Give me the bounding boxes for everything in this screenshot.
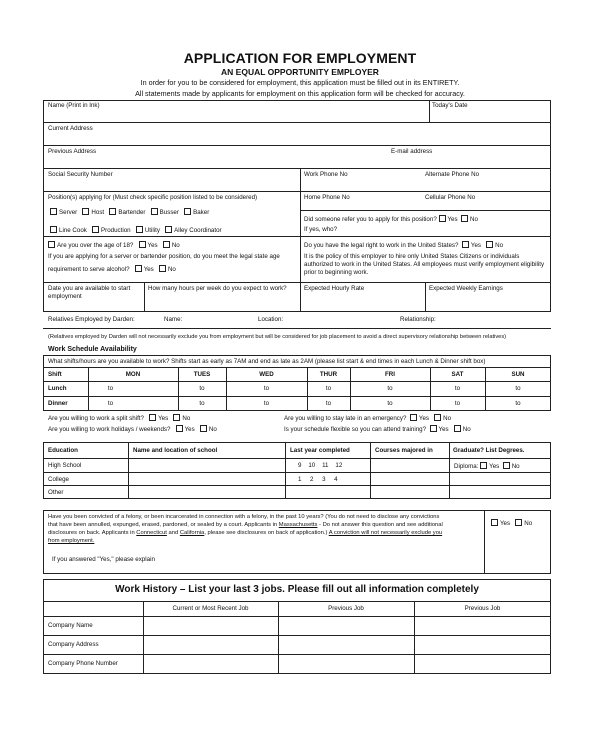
lunch-wed-cell[interactable]: to	[263, 385, 270, 392]
intro-line-1: In order for you to be considered for employment, this application must be filled out in its ENTIRETY.	[140, 78, 460, 87]
legal-no-checkbox[interactable]	[486, 241, 493, 248]
relative-location-field[interactable]: Location:	[258, 316, 284, 323]
position-checkbox[interactable]	[136, 226, 143, 233]
referral-who-field[interactable]: If yes, who?	[304, 226, 338, 233]
dinner-wed-cell[interactable]: to	[263, 400, 270, 407]
legal-note-3: prior to beginning work.	[304, 269, 369, 276]
edu-row-college: College	[48, 476, 69, 483]
felony-line-4: from employment.	[48, 538, 95, 544]
dinner-row-label: Dinner	[48, 400, 68, 407]
day-header-fri: FRI	[385, 371, 395, 378]
lunch-row-label: Lunch	[48, 385, 67, 392]
position-checkbox[interactable]	[50, 226, 57, 233]
relative-name-field[interactable]: Name:	[164, 316, 183, 323]
dinner-sat-cell[interactable]: to	[454, 400, 461, 407]
felony-answer: Yes No	[491, 519, 532, 528]
felony-yes-checkbox[interactable]	[491, 519, 498, 526]
ssn-field[interactable]: Social Security Number	[48, 171, 113, 178]
hours-per-week-field[interactable]: How many hours per week do you expect to work?	[148, 285, 287, 292]
referral-yes-checkbox[interactable]	[439, 215, 446, 222]
split-yes-checkbox[interactable]	[149, 414, 156, 421]
diploma-no-checkbox[interactable]	[503, 462, 510, 469]
dinner-sun-cell[interactable]: to	[515, 400, 521, 407]
company-phone-row: Company Phone Number	[48, 660, 118, 667]
referral-no-checkbox[interactable]	[461, 215, 468, 222]
schedule-instructions: What shifts/hours are you available to work? Shifts start as early as 7AM and end as late as 2AM (please list start & end times in each Lunch & Dinner shift box)	[48, 358, 486, 365]
today-date-field[interactable]: Today's Date	[432, 102, 468, 109]
positions-row-2: Line Cook Production Utility Alley Coordinator	[50, 226, 222, 235]
email-field[interactable]: E-mail address	[391, 148, 433, 155]
edu-row-high-school: High School	[48, 462, 82, 469]
job-header-current: Current or Most Recent Job	[172, 605, 249, 612]
day-header-thur: THUR	[319, 371, 338, 378]
referral-question: Did someone refer you to apply for this position? Yes No	[304, 216, 478, 223]
form-title: APPLICATION FOR EMPLOYMENT	[183, 50, 417, 66]
edu-header-courses: Courses majored in	[375, 447, 433, 454]
position-checkbox[interactable]	[184, 208, 191, 215]
dinner-thur-cell[interactable]: to	[325, 400, 332, 407]
holidays-question: Are you willing to work holidays / weekends? Yes No	[48, 426, 217, 433]
lunch-sat-cell[interactable]: to	[454, 385, 461, 392]
emergency-question: Are you willing to stay late in an emergency? Yes No	[284, 415, 452, 422]
edu-header-year: Last year completed	[290, 447, 350, 454]
position-checkbox[interactable]	[50, 208, 57, 215]
age-yes-checkbox[interactable]	[139, 241, 146, 248]
home-phone-field[interactable]: Home Phone No	[304, 194, 350, 201]
felony-explain-field[interactable]: If you answered "Yes," please explain	[52, 556, 155, 563]
legal-work-question: Do you have the legal right to work in the United States? Yes No	[304, 242, 504, 249]
alcohol-question-line-1: If you are applying for a server or bartender position, do you meet the legal state age	[48, 253, 280, 260]
alt-phone-field[interactable]: Alternate Phone No	[425, 171, 480, 178]
weekly-earnings-field[interactable]: Expected Weekly Earnings	[429, 285, 503, 292]
position-checkbox[interactable]	[165, 226, 172, 233]
legal-yes-checkbox[interactable]	[462, 241, 469, 248]
position-checkbox[interactable]	[82, 208, 89, 215]
holidays-no-checkbox[interactable]	[200, 425, 207, 432]
work-history-title: Work History – List your last 3 jobs. Please fill out all information completely	[115, 584, 479, 595]
day-header-mon: MON	[125, 371, 141, 378]
day-header-sat: SAT	[451, 371, 464, 378]
day-header-wed: WED	[259, 371, 274, 378]
position-checkbox[interactable]	[109, 208, 116, 215]
diploma-yes-checkbox[interactable]	[480, 462, 487, 469]
schedule-title: Work Schedule Availability	[48, 346, 137, 353]
work-phone-field[interactable]: Work Phone No	[304, 171, 348, 178]
dinner-mon-cell[interactable]: to	[107, 400, 114, 407]
relatives-label: Relatives Employed by Darden:	[48, 316, 135, 323]
dinner-fri-cell[interactable]: to	[387, 400, 393, 407]
felony-no-checkbox[interactable]	[515, 519, 522, 526]
alcohol-no-checkbox[interactable]	[159, 265, 166, 272]
hs-year-options[interactable]: 9 10 11 12	[298, 462, 343, 469]
age-no-checkbox[interactable]	[163, 241, 170, 248]
hourly-rate-field[interactable]: Expected Hourly Rate	[304, 285, 365, 292]
positions-row-1: Server Host Bartender Busser Baker	[50, 208, 209, 217]
form-subtitle: AN EQUAL OPPORTUNITY EMPLOYER	[221, 67, 379, 77]
training-question: Is your schedule flexible so you can attend training? Yes No	[284, 426, 471, 433]
emergency-yes-checkbox[interactable]	[410, 414, 417, 421]
shift-corner-label: Shift	[48, 371, 62, 378]
lunch-sun-cell[interactable]: to	[515, 385, 521, 392]
felony-line-1: Have you been convicted of a felony, or been incarcerated in connection with a felony, in the past 10 years? (You do not need to disclose any convictions	[48, 514, 440, 520]
edu-header-education: Education	[48, 447, 78, 454]
holidays-yes-checkbox[interactable]	[176, 425, 183, 432]
company-name-row: Company Name	[48, 622, 93, 629]
job-header-previous-1: Previous Job	[328, 605, 364, 612]
company-address-row: Company Address	[48, 641, 99, 648]
split-no-checkbox[interactable]	[173, 414, 180, 421]
diploma-question: Diploma: Yes No	[454, 463, 520, 470]
position-checkbox[interactable]	[92, 226, 99, 233]
name-field[interactable]: Name (Print in Ink)	[48, 102, 100, 109]
personal-info-box	[43, 100, 551, 312]
lunch-thur-cell[interactable]: to	[325, 385, 332, 392]
legal-note-1: It is the policy of this employer to hire only United States Citizens or individuals	[304, 253, 520, 260]
emergency-no-checkbox[interactable]	[434, 414, 441, 421]
job-header-previous-2: Previous Job	[464, 605, 501, 612]
positions-label: Position(s) applying for (Must check specific position listed to be considered)	[48, 194, 258, 201]
age-checkbox[interactable]	[48, 241, 55, 248]
college-year-options[interactable]: 1 2 3 4	[298, 476, 338, 483]
lunch-fri-cell[interactable]: to	[387, 385, 393, 392]
felony-line-3: disclosures on back. Applicants in Connecticut and California, please see disclosures on back of application.) A conviction will not necessarily exclude you	[48, 530, 443, 536]
felony-line-2: that have been annulled, expunged, erased, pardoned, or sealed by a court. Applicants in Massachusetts - Do not answer this question and see additional	[48, 522, 443, 528]
previous-address-field[interactable]: Previous Address	[48, 148, 97, 155]
cell-phone-field[interactable]: Cellular Phone No	[425, 194, 476, 201]
edu-row-other: Other	[48, 489, 64, 496]
split-shift-question: Are you willing to work a split shift? Yes No	[48, 415, 191, 422]
alcohol-question-line-2: requirement to serve alcohol? Yes No	[48, 266, 176, 273]
alcohol-yes-checkbox[interactable]	[135, 265, 142, 272]
dinner-tues-cell[interactable]: to	[199, 400, 205, 407]
relative-relationship-field[interactable]: Relationship:	[400, 316, 436, 323]
legal-note-2: authorized to work in the United States. All employees must verify employment eligibility	[304, 261, 545, 268]
start-date-field[interactable]: Date you are available to start employment	[48, 285, 131, 300]
position-checkbox[interactable]	[151, 208, 158, 215]
day-header-sun: SUN	[511, 371, 525, 378]
age-question: Are you over the age of 18? Yes No	[48, 241, 180, 250]
edu-header-school: Name and location of school	[133, 447, 218, 454]
lunch-tues-cell[interactable]: to	[199, 385, 205, 392]
day-header-tues: TUES	[193, 371, 211, 378]
intro-line-2: All statements made by applicants for employment on this application form will be checked for accuracy.	[135, 89, 465, 98]
edu-header-graduate: Graduate? List Degrees.	[453, 447, 525, 454]
training-no-checkbox[interactable]	[454, 425, 461, 432]
current-address-field[interactable]: Current Address	[48, 125, 93, 132]
relatives-note: (Relatives employed by Darden will not necessarily exclude you from employment but will be considered for job placement to avoid a direct supervisory relationship between relatives)	[48, 334, 507, 340]
training-yes-checkbox[interactable]	[430, 425, 437, 432]
lunch-mon-cell[interactable]: to	[107, 385, 114, 392]
